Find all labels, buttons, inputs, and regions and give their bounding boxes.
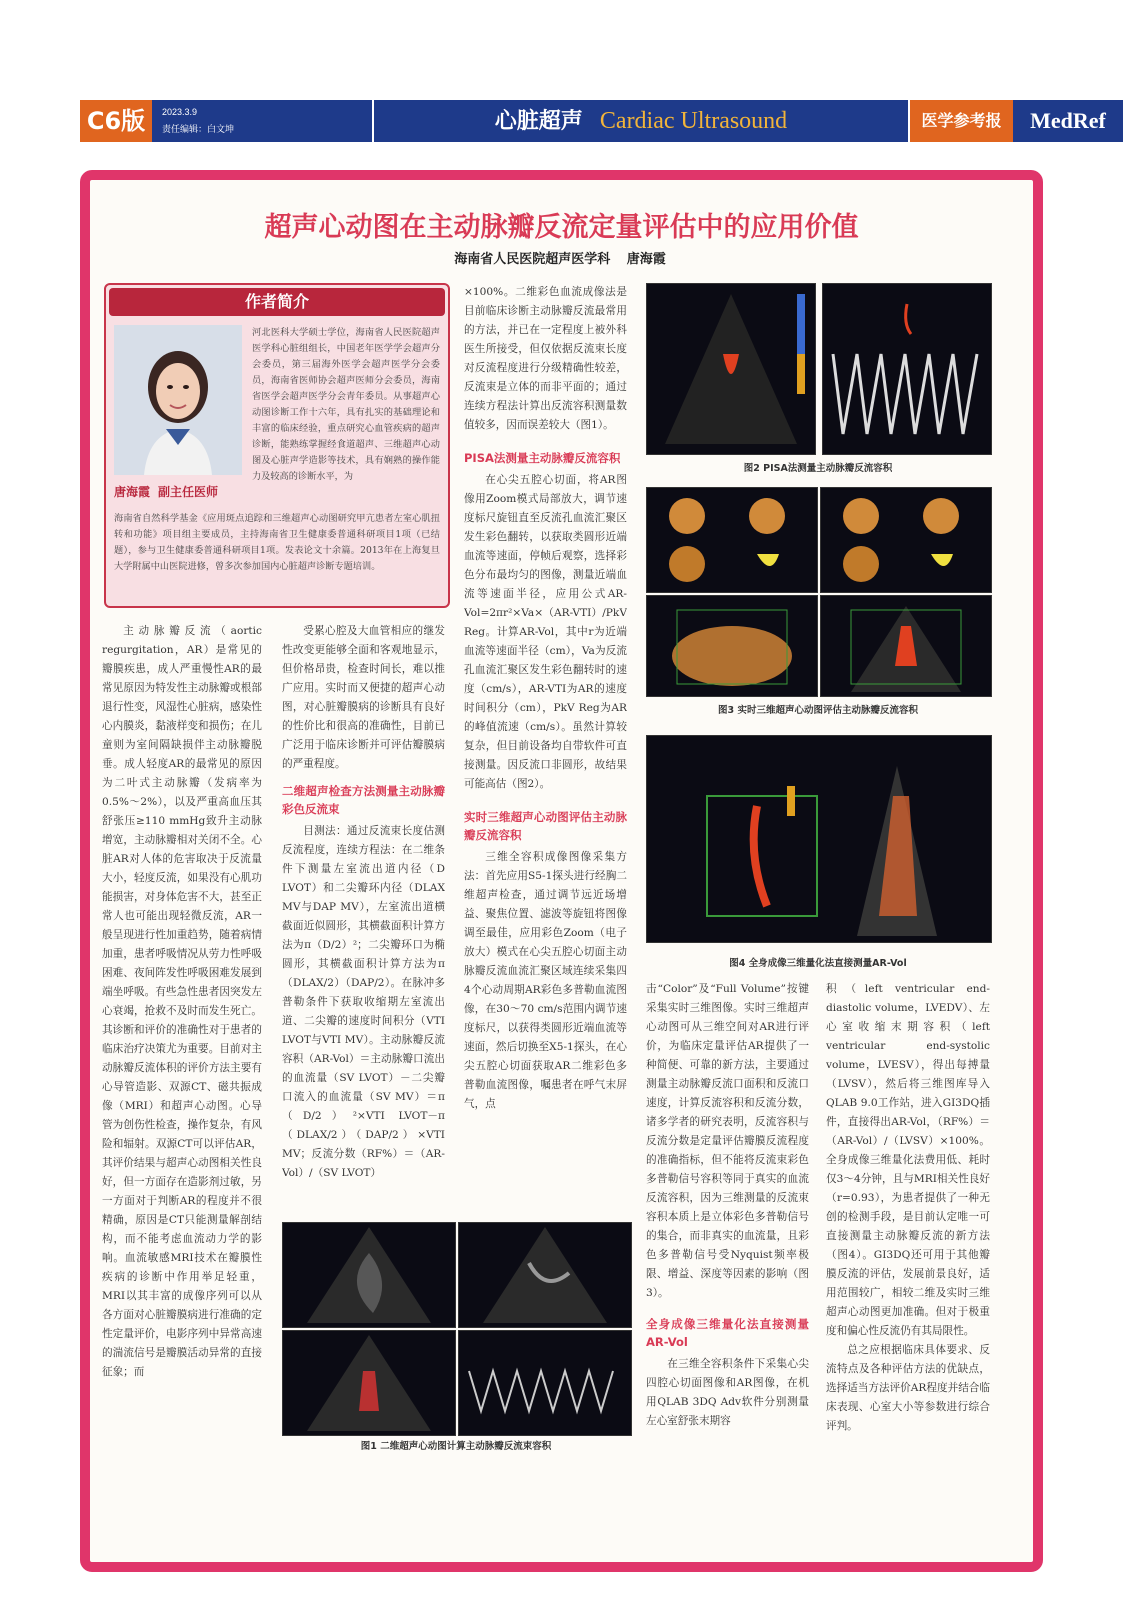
figure-3 <box>646 487 990 695</box>
section-title <box>374 100 908 142</box>
section-heading: 二维超声检查方法测量主动脉瓣彩色反流束 <box>282 784 445 816</box>
author-photo <box>114 325 242 475</box>
section-title-cn: 心脏超声 <box>494 109 583 134</box>
issue-editor: 责任编辑：白文坤 <box>162 124 235 134</box>
author-name: 唐海霞 <box>114 485 151 499</box>
paragraph: ×100%。二维彩色血流成像法是目前临床诊断主动脉瓣反流最常用的方法，并已在一定程度上被外科医生所接受，但仅依据反流束长度对反流程度进行分级精确性较差，反流束是立体的而非平面的；通过连续方程法计算出反流容积测量数值较多，因而误差较大（图1）。 <box>464 286 627 431</box>
fig4-caption: 图4 全身成像三维量化法直接测量AR-Vol <box>729 958 907 969</box>
text-column-5 <box>826 980 990 1460</box>
paragraph: 在三维全容积条件下采集心尖四腔心切面图像和AR图像，在机用QLAB 3DQ Adv软件分别测量左心室舒张末期容 <box>646 1358 809 1427</box>
figure-2 <box>646 283 990 453</box>
paragraph: 受累心腔及大血管相应的继发性改变更能够全面和客观地显示，但价格昂贵，检查时间长，难以推广应用。实时而又便捷的超声心动图，对心脏瓣膜病的诊断具有良好的性价比和很高的准确性，目前已广泛用于临床诊断并可评估瓣膜病的严重程度。 <box>282 625 445 770</box>
text-column-2 <box>282 622 445 1212</box>
brand-logo: MedRef <box>1013 100 1123 142</box>
figure-1 <box>282 1222 630 1434</box>
text-column-3 <box>464 283 627 1213</box>
text-column-1 <box>102 622 262 1557</box>
fig4-panel-gi3dq <box>646 735 992 943</box>
paragraph: 主动脉瓣反流（aortic regurgitation，AR）是常见的瓣膜疾患，成人严重慢性AR的最常见原因为特发性主动脉瓣或根部退行性变，风湿性心脏病，感染性心内膜炎，黏液样变和损伤；在儿童则为室间隔缺损伴主动脉瓣脱垂。成人轻度AR的最常见的原因为二叶式主动脉瓣（发病率为0.5%～2%），以及严重高血压其舒张压≥110 mmHg致升主动脉增宽，主动脉瓣相对关闭不全。心脏AR对人体的危害取决于反流量大小，轻度反流，如果没有心肌功能损害，对身体危害不大，甚至正常人也可能出现轻微反流，AR一般呈现进行性加重趋势，随着病情加重，患者呼吸情况从劳力性呼吸困难、夜间阵发性呼吸困难发展到端坐呼吸。有些急性患者因突发左心衰竭，抢救不及时而发生死亡。其诊断和评价的准确性对于患者的临床治疗决策尤为重要。目前对主动脉瓣反流体积的评价方法主要有心导管造影、双源CT、磁共振成像（MRI）和超声心动图。心导管为创伤性检查，操作复杂，有风险和辐射。双源CT可以评估AR，其评价结果与超声心动图相关性良好，但一方面存在造影剂过敏，另一方面对于判断AR的程度并不很精确，原因是CT只能测量解剖结构，而不能考虑血流动力学的影响。血流敏感MRI技术在瓣膜性疾病的诊断中作用举足轻重，MRI以其丰富的成像序列可以从各方面对心脏瓣膜病进行准确的定性定量评价，电影序列中异常高速的湍流信号是瓣膜活动异常的直接征象；而 <box>102 625 262 1378</box>
fig1-panel-color <box>282 1330 456 1436</box>
paragraph: 击“Color”及“Full Volume”按键采集实时三维图像。实时三维超声心动图可从三维空间对AR进行评价，为临床定量评估AR提供了一种简便、可靠的新方法，主要通过测量主动脉瓣反流口面积和反流口速度，计算反流容积和反流分数，诸多学者的研究表明，反流容积与反流分数是定量评估瓣膜反流程度的准确指标，但不能将反流束彩色多普勒信号容积等同于真实的血流反流容积，因为三维测量的反流束容积本质上是立体彩色多普勒信号的集合，而非真实的血流量，且彩色多普勒信号受Nyquist频率极限、增益、深度等因素的影响（图3）。 <box>646 983 809 1299</box>
fig3-panel-color-3d <box>820 595 992 697</box>
fig3-caption: 图3 实时三维超声心动图评估主动脉瓣反流容积 <box>718 705 918 716</box>
fig3-panel-3d-left <box>646 487 818 593</box>
fig3-panel-3d-right <box>820 487 992 593</box>
page-header <box>80 100 1106 142</box>
section-heading: 全身成像三维量化法直接测量AR-Vol <box>646 1317 809 1349</box>
author-bio-main: 河北医科大学硕士学位，海南省人民医院超声医学科心脏组组长，中国老年医学学会超声分会委员，第三届海外医学会超声医学分会委员，海南省医师协会超声医师分会委员，海南省医学会超声医学分会青年委员。从事超声心动图诊断工作十六年，具有扎实的基础理论和丰富的临床经验，重点研究心血管疾病的超声诊断，能熟练掌握经食道超声、三维超声心动图及心脏声学造影等技术，具有娴熟的操作能力及较高的诊断水平，为 <box>252 327 440 482</box>
section-title-en: Cardiac Ultrasound <box>599 108 788 134</box>
fig2-panel-pisa <box>646 283 816 455</box>
edition-label: C6版 <box>80 100 152 142</box>
paragraph: 总之应根据临床具体要求、反流特点及各种评估方法的优缺点，选择适当方法评价AR程度并结合临床表现、心室大小等参数进行综合评判。 <box>826 1344 990 1432</box>
fig3-panel-volume <box>646 595 818 697</box>
figure-4 <box>646 735 990 941</box>
author-bio-extra: 海南省自然科学基金《应用斑点追踪和三维超声心动图研究甲亢患者左室心肌扭转和功能》项目组主要成员，主持海南省卫生健康委普通科研项目1项（已结题），参与卫生健康委普通科研项目1项。发表论文十余篇。2013年在上海复旦大学附属中山医院进修，曾多次参加国内心脏超声诊断专题培训。 <box>114 513 440 572</box>
paragraph: 目测法：通过反流束长度估测反流程度，连续方程法：在二维条件下测量左室流出道内径（D LVOT）和二尖瓣环内径（DLAX MV与DAP MV），左室流出道横截面近似圆形，其横截面积计算方法为π（D/2）²；二尖瓣环口为椭圆形，其横截面积计算方法为π（DLAX/2）（DAP/2）。在脉冲多普勒条件下获取收缩期左室流出道、二尖瓣的速度时间积分（VTI LVOT与VTI MV）。主动脉瓣反流容积（AR-Vol）＝主动脉瓣口流出的血流量（SV LVOT）－二尖瓣口流入的血流量（SV MV）＝π（D/2）²×VTI LVOT－π（DLAX/2）（DAP/2）×VTI MV；反流分数（RF%）＝（AR-Vol）/（SV LVOT） <box>282 825 445 1179</box>
fig1-panel-lvot <box>282 1222 456 1328</box>
article-title: 超声心动图在主动脉瓣反流定量评估中的应用价值 <box>264 212 859 243</box>
paragraph: 在心尖五腔心切面，将AR图像用Zoom模式局部放大，调节速度标尺旋钮直至反流孔血流汇聚区发生彩色翻转，以获取类圆形近端血流等速面，停帧后观察，选择彩色分布最均匀的图像，测量近端血流等速面半径，应用公式AR-Vol=2πr²×Va×（AR-VTI）/PkV Reg。计算AR-Vol，其中r为近端血流等速面半径（cm），Va为反流孔血流汇聚区发生彩色翻转时的速度（cm/s），AR-VTI为AR的速度时间积分（cm），PkV Reg为AR的峰值流速（cm/s）。虽然计算较复杂，但目前设备均自带软件可直接测量。因反流口非圆形，故结果可能高估（图2）。 <box>464 474 627 790</box>
author-name-line <box>114 483 254 500</box>
paragraph: 积（left ventricular end-diastolic volume，LVEDV）、左心室收缩末期容积（left ventricular end-systolic volume，LVESV），得出每搏量（LVSV），然后将三维图库导入QLAB 9.0工作站，进入GI3DQ插件，直接得出AR-Vol，（RF%）＝（AR-Vol）/（LVSV）×100%。全身成像三维量化法费用低、耗时仅3～4分钟，且与MRI相关性良好（r=0.93），为患者提供了一种无创的检测手段，是目前认定唯一可直接测量主动脉瓣反流的新方法（图4）。GI3DQ还可用于其他瓣膜反流的评估，发展前景良好，适用范围较广，相较二维及实时三维超声心动图更加准确。但对于极重度和偏心性反流仍有其局限性。 <box>826 983 990 1337</box>
section-heading: 实时三维超声心动图评估主动脉瓣反流容积 <box>464 810 627 842</box>
author-box-title: 作者简介 <box>109 288 445 316</box>
fig2-caption: 图2 PISA法测量主动脉瓣反流容积 <box>743 463 893 474</box>
author-role: 副主任医师 <box>158 485 219 499</box>
fig1-panel-mitral <box>458 1222 632 1328</box>
issue-info <box>152 100 372 142</box>
fig1-panel-doppler <box>458 1330 632 1436</box>
article-byline <box>300 248 820 267</box>
paragraph: 三维全容积成像图像采集方法：首先应用S5-1探头进行经胸二维超声检查，通过调节远近场增益、聚焦位置、滤波等旋钮将图像调至最佳，应用彩色Zoom（电子放大）模式在心尖五腔心切面主动脉瓣反流血流汇聚区域连续采集四4个心动周期AR彩色多普勒血流图像，在30～70 cm/s范围内调节速度标尺，以获得类圆形近端血流等速面，然后切换至X5-1探头，在心尖五腔心切面获取AR二维彩色多普勒血流图像，嘱患者在呼气末屏气，点 <box>464 851 627 1110</box>
fig1-caption: 图1 二维超声心动图计算主动脉瓣反流束容积 <box>360 1441 552 1452</box>
paper-name: 医学参考报 <box>910 100 1013 142</box>
text-column-4 <box>646 980 809 1460</box>
article-author: 唐海霞 <box>626 252 666 267</box>
author-profile-box <box>104 283 450 608</box>
issue-date: 2023.3.9 <box>162 107 198 117</box>
author-affiliation: 海南省人民医院超声医学科 <box>454 252 611 267</box>
section-heading: PISA法测量主动脉瓣反流容积 <box>464 451 621 465</box>
fig2-panel-cw-doppler <box>822 283 992 455</box>
